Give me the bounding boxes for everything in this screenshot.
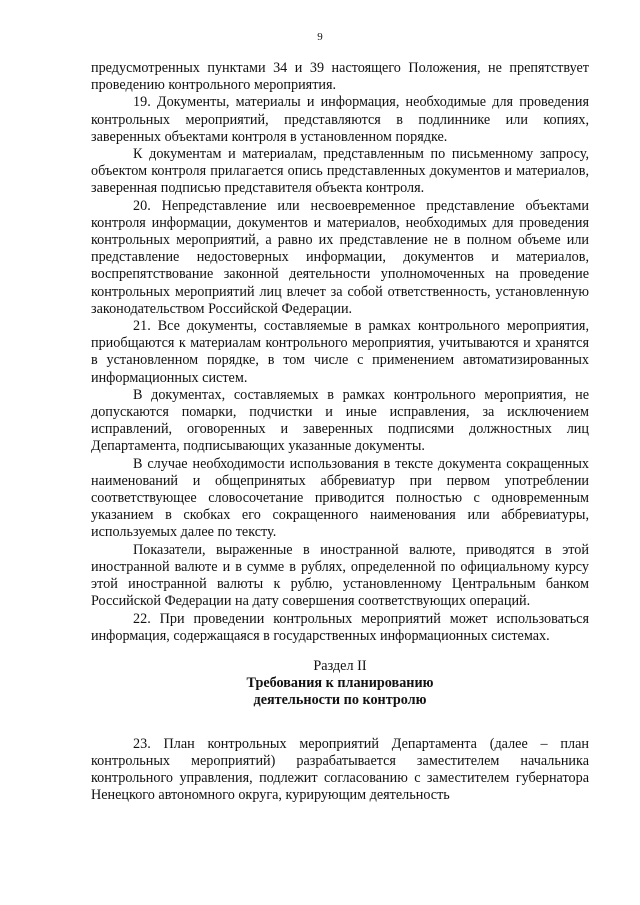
section-title-line-2: деятельности по контролю	[253, 692, 427, 709]
page-number: 9	[317, 31, 323, 43]
section-number: Раздел II	[313, 657, 367, 674]
paragraph-19-documents-request: К документам и материалам, представленным по письменному запросу, объектом контроля прилагается опись представленных документов и материалов, заверенная подписью представителя объекта контроля.	[91, 146, 589, 197]
section-title-line-1: Требования к планированию	[246, 675, 434, 692]
paragraph-22: 22. При проведении контрольных мероприятий может использоваться информация, содержащаяся в государственных информационных системах.	[91, 610, 589, 644]
section-heading	[91, 658, 589, 710]
paragraph-23: 23. План контрольных мероприятий Департамента (далее – план контрольных мероприятий) разрабатывается заместителем начальника контрольного управления, подлежит согласованию с заместителем губернатора Ненецкого автономного округа, курирующим деятельность	[91, 735, 589, 804]
paragraph-20: 20. Непредставление или несвоевременное представление объектами контроля информации, документов и материалов, необходимых для проведения контрольных мероприятий, а равно их представление не в полном объеме или представление недостоверных информации, документов и материалов, воспрепятствование законной деятельности уполномоченных на проведение контрольных мероприятий лиц влечет за собой ответственность, установленную законодательством Российской Федерации.	[91, 197, 589, 317]
paragraph-21-corrections: В документах, составляемых в рамках контрольного мероприятия, не допускаются помарки, подчистки и иные исправления, за исключением исправлений, оговоренных и заверенных подписями должностных лиц Департамента, подписывающих указанные документы.	[91, 386, 589, 455]
document-body	[91, 60, 589, 804]
paragraph-continuation: предусмотренных пунктами 34 и 39 настоящего Положения, не препятствует проведению контрольного мероприятия.	[91, 60, 589, 94]
paragraph-19: 19. Документы, материалы и информация, необходимые для проведения контрольных мероприятий, представляются в подлиннике или копиях, заверенных объектами контроля в установленном порядке.	[91, 94, 589, 145]
paragraph-21-currency: Показатели, выраженные в иностранной валюте, приводятся в этой иностранной валюте и в сумме в рублях, определенной по официальному курсу этой иностранной валюты к рублю, установленному Центральным банком Российской Федерации на дату совершения соответствующих операций.	[91, 541, 589, 610]
paragraph-21: 21. Все документы, составляемые в рамках контрольного мероприятия, приобщаются к материалам контрольного мероприятия, учитываются и хранятся в установленном порядке, в том числе с применением автоматизированных информационных систем.	[91, 318, 589, 386]
paragraph-21-abbreviations: В случае необходимости использования в тексте документа сокращенных наименований и общепринятых аббревиатур при первом употреблении соответствующее словосочетание приводится полностью с одновременным указанием в скобках его сокращенного наименования или аббревиатуры, используемых далее по тексту.	[91, 455, 589, 541]
